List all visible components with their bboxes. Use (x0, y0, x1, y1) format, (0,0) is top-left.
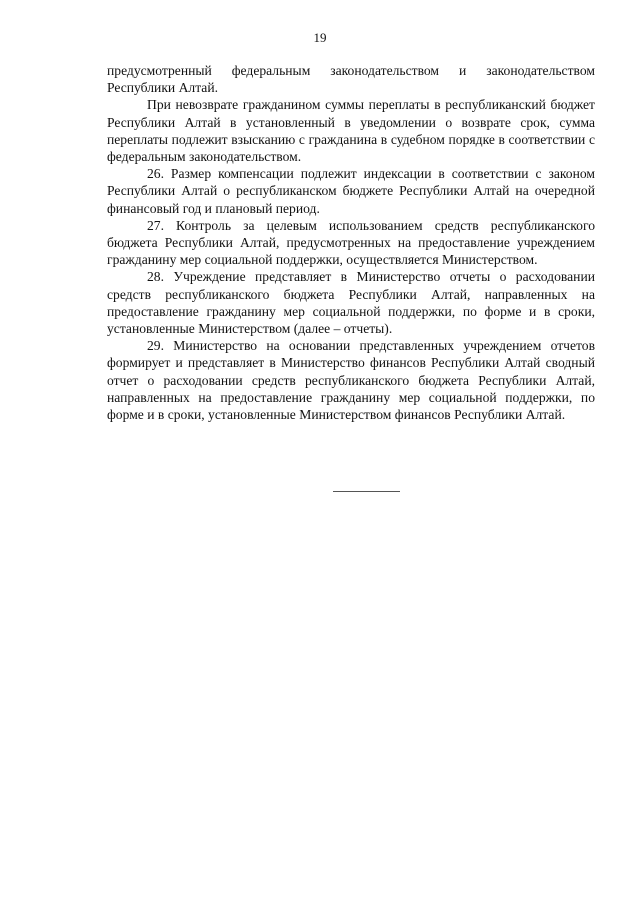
paragraph-item-29: 29. Министерство на основании представленных учреждением отчетов формирует и представляет в Министерство финансов Республики Алтай сводный отчет о расходовании средств республиканского бюджета Республики Алтай, направленных на предоставление гражданину мер социальной поддержки, по форме и в сроки, установленные Министерством финансов Республики Алтай. (107, 338, 595, 423)
paragraph-continuation: предусмотренный федеральным законодательством и законодательством Республики Алтай. (107, 63, 595, 96)
page-number: 19 (313, 30, 327, 45)
paragraph-overpayment-recovery: При невозврате гражданином суммы переплаты в республиканский бюджет Республики Алтай в установленный в уведомлении о возврате срок, сумма переплаты подлежит взысканию с гражданина в судебном порядке в соответствии с федеральным законодательством. (107, 97, 595, 165)
paragraph-item-27: 27. Контроль за целевым использованием средств республиканского бюджета Республики Алтай, предусмотренных на предоставление учреждением гражданину мер социальной поддержки, осуществляется Министерством. (107, 217, 595, 268)
paragraph-item-28: 28. Учреждение представляет в Министерство отчеты о расходовании средств республиканского бюджета Республики Алтай, направленных на предоставление гражданину мер социальной поддержки, по форме и в сроки, установленные Министерством (далее – отчеты). (107, 269, 595, 337)
paragraph-item-26: 26. Размер компенсации подлежит индексации в соответствии с законом Республики Алтай о республиканском бюджете Республики Алтай на очередной финансовый год и плановый период. (107, 166, 595, 216)
document-body (107, 62, 595, 423)
end-separator-line (333, 491, 400, 492)
